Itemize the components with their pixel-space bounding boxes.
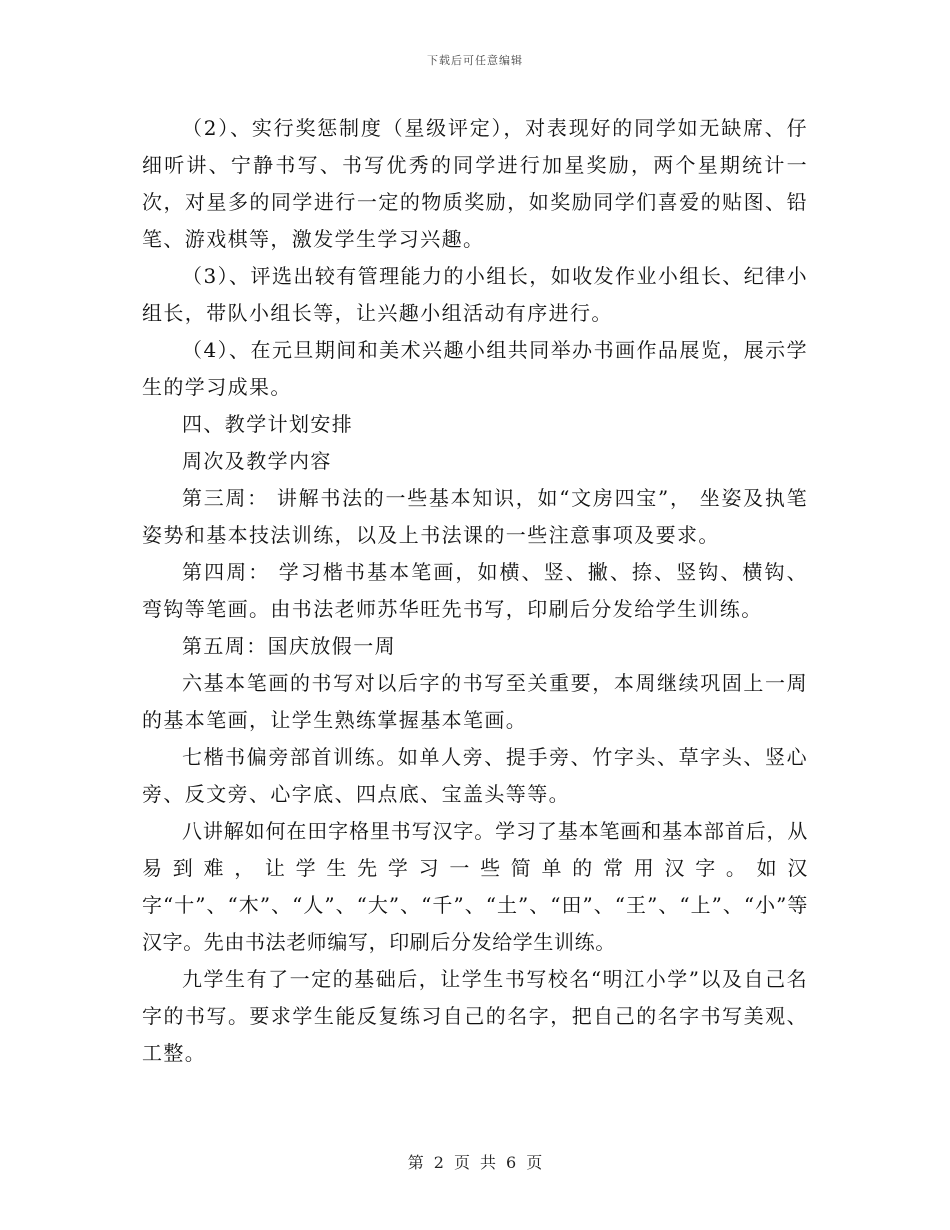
subheading-weekly-content: 周次及教学内容 — [182, 449, 332, 473]
footer-page-label: 第 — [407, 1153, 424, 1172]
document-body — [142, 110, 808, 1072]
paragraph-week-8: 八讲解如何在田字格里书写汉字。学习了基本笔画和基本部首后，从易到难，让学生先学习一些简单的常用汉字。如汉字“十”、“木”、“人”、“大”、“千”、“土”、“田”、“王”、“上”、“小”等汉字。先由书法老师编写，印刷后分发给学生训练。 — [142, 819, 808, 954]
page-header: 下载后可任意编辑 — [427, 54, 523, 67]
page-footer — [0, 1150, 950, 1173]
paragraph-exhibition: （4）、在元旦期间和美术兴趣小组共同举办书画作品展览，展示学生的学习成果。 — [142, 338, 808, 399]
paragraph-week-9: 九学生有了一定的基础后，让学生书写校名“明江小学”以及自己名字的书写。要求学生能反复练习自己的名字，把自己的名字书写美观、工整。 — [142, 967, 808, 1065]
paragraph-week-3: 第三周： 讲解书法的一些基本知识，如“文房四宝”， 坐姿及执笔姿势和基本技法训练，以及上书法课的一些注意事项及要求。 — [142, 486, 808, 547]
footer-total-label: 共 — [480, 1153, 497, 1172]
footer-total-unit: 页 — [526, 1153, 543, 1172]
paragraph-week-5: 第五周：国庆放假一周 — [182, 634, 396, 658]
footer-page-total: 6 — [506, 1153, 517, 1172]
paragraph-week-7: 七楷书偏旁部首训练。如单人旁、提手旁、竹字头、草字头、竖心旁、反文旁、心字底、四点底、宝盖头等等。 — [142, 745, 808, 806]
paragraph-group-leaders: （3）、评选出较有管理能力的小组长，如收发作业小组长、纪律小组长，带队小组长等，让兴趣小组活动有序进行。 — [142, 264, 808, 325]
paragraph-reward-system: （2）、实行奖惩制度（星级评定），对表现好的同学如无缺席、仔细听讲、宁静书写、书写优秀的同学进行加星奖励，两个星期统计一次，对星多的同学进行一定的物质奖励，如奖励同学们喜爱的贴图、铅笔、游戏棋等，激发学生学习兴趣。 — [142, 116, 808, 251]
section-heading-plan: 四、教学计划安排 — [182, 412, 354, 436]
paragraph-week-6: 六基本笔画的书写对以后字的书写至关重要，本周继续巩固上一周的基本笔画，让学生熟练掌握基本笔画。 — [142, 671, 808, 732]
paragraph-week-4: 第四周： 学习楷书基本笔画，如横、竖、撇、捺、竖钩、横钩、弯钩等笔画。由书法老师苏华旺先书写，印刷后分发给学生训练。 — [142, 560, 808, 621]
footer-page-unit: 页 — [453, 1153, 470, 1172]
footer-page-current: 2 — [433, 1153, 444, 1172]
